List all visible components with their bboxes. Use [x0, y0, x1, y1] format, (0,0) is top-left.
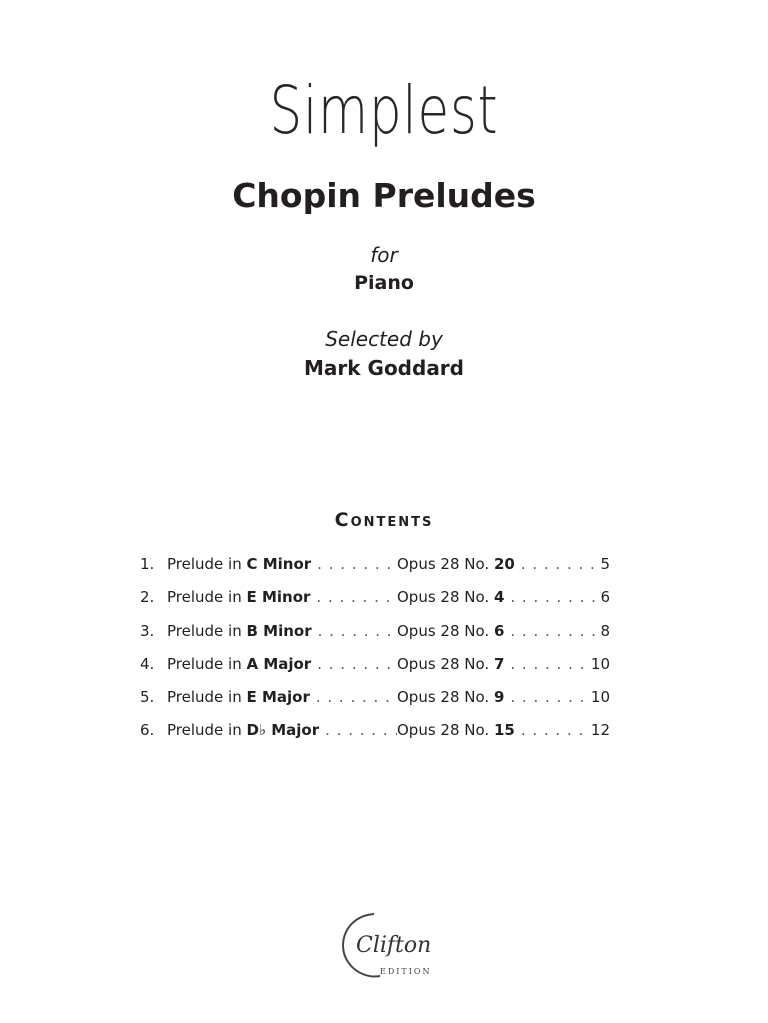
entry-number: 2. [140, 588, 155, 607]
entry-title [167, 654, 311, 674]
entry-opus [397, 621, 504, 641]
toc-entry [140, 554, 610, 587]
publisher-name: Clifton [356, 933, 432, 958]
opus-number: 4 [493, 588, 505, 607]
leader-dots [504, 687, 591, 707]
opus-number: 9 [493, 688, 505, 707]
series-title: Simplest [269, 72, 499, 149]
entry-number: 1. [140, 555, 155, 573]
opus-number: 7 [493, 654, 505, 673]
toc-entry [140, 654, 610, 687]
page-number: 10 [590, 688, 610, 707]
leader-dots [312, 621, 397, 641]
selected-by-label: Selected by [325, 327, 443, 351]
opus-label: Opus 28 No. [397, 621, 494, 640]
leader-dots [319, 720, 397, 740]
entry-key: D♭ Major [246, 721, 320, 740]
publisher-sub: EDITION [380, 967, 432, 976]
entry-prefix: Prelude in [167, 588, 247, 607]
entry-key: C Minor [246, 555, 312, 573]
entry-prefix: Prelude in [167, 654, 247, 673]
page-number: 12 [590, 721, 610, 740]
clifton-edition-logo [334, 908, 444, 980]
entry-opus [397, 554, 515, 574]
entry-key: B Minor [246, 621, 312, 640]
leader-dots [504, 587, 600, 607]
entry-key: E Major [246, 688, 310, 707]
leader-dots [504, 621, 600, 641]
entry-opus [397, 654, 504, 674]
entry-number: 5. [140, 688, 155, 707]
opus-label: Opus 28 No. [397, 688, 494, 707]
entry-key: E Minor [246, 588, 311, 607]
entry-prefix: Prelude in [167, 555, 247, 573]
opus-number: 20 [493, 555, 515, 573]
opus-label: Opus 28 No. [397, 721, 494, 740]
toc-entry [140, 687, 610, 720]
leader-dots [515, 554, 601, 574]
page-number: 6 [600, 588, 610, 607]
opus-number: 6 [493, 621, 505, 640]
table-of-contents [140, 554, 610, 754]
leader-dots [310, 587, 397, 607]
entry-prefix: Prelude in [167, 721, 247, 740]
toc-entry [140, 621, 610, 654]
entry-title [167, 587, 310, 607]
opus-label: Opus 28 No. [397, 654, 494, 673]
leader-dots [311, 654, 397, 674]
entry-number: 4. [140, 654, 155, 673]
editor-name: Mark Goddard [304, 356, 464, 380]
entry-opus [397, 587, 504, 607]
entry-prefix: Prelude in [167, 688, 247, 707]
for-label: for [370, 243, 398, 267]
leader-dots [311, 554, 397, 574]
opus-label: Opus 28 No. [397, 588, 494, 607]
page-number: 10 [590, 654, 610, 673]
entry-opus [397, 720, 515, 740]
entry-prefix: Prelude in [167, 621, 247, 640]
leader-dots [504, 654, 591, 674]
leader-dots [310, 687, 397, 707]
entry-opus [397, 687, 504, 707]
entry-number: 6. [140, 721, 155, 740]
entry-title [167, 687, 310, 707]
opus-number: 15 [493, 721, 515, 740]
leader-dots [515, 720, 591, 740]
entry-number: 3. [140, 621, 155, 640]
book-title: Chopin Preludes [232, 176, 536, 215]
entry-title [167, 554, 311, 574]
entry-title [167, 621, 312, 641]
opus-label: Opus 28 No. [397, 555, 494, 573]
toc-entry [140, 720, 610, 753]
entry-title [167, 720, 319, 740]
page-number: 8 [600, 621, 610, 640]
entry-key: A Major [246, 654, 312, 673]
page-number: 5 [600, 555, 610, 573]
instrument: Piano [354, 272, 414, 294]
toc-entry [140, 587, 610, 620]
contents-heading: Contents [334, 509, 434, 531]
